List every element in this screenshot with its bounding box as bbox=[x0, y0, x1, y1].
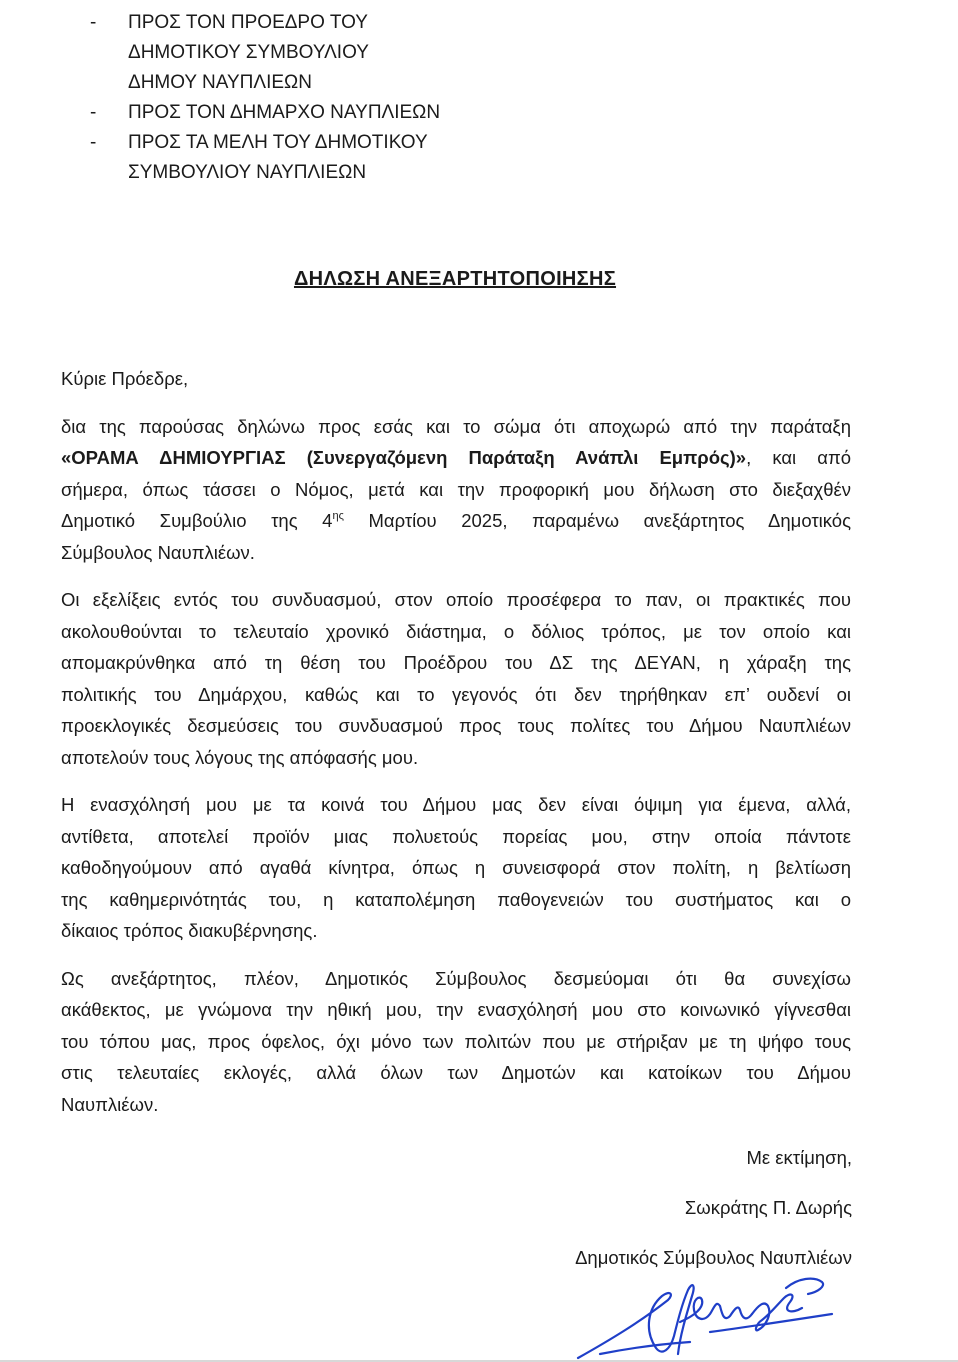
text-line: Ως ανεξάρτητος, πλέον, Δημοτικός Σύμβουλος δεσμεύομαι ότι θα συνεχίσω bbox=[61, 967, 851, 989]
text-fragment: Μαρτίου 2025, παραμένω ανεξάρτητος Δημοτικός bbox=[343, 510, 851, 531]
recipient-item bbox=[90, 8, 440, 98]
text-line: προεκλογικές δεσμεύσεις του συνδυασμού προς τους πολίτες του Δήμου Ναυπλιέων bbox=[61, 715, 851, 736]
recipient-line: ΔΗΜΟΤΙΚΟΥ ΣΥΜΒΟΥΛΙΟΥ bbox=[128, 42, 369, 63]
paragraph-reasons bbox=[61, 584, 851, 773]
text-line: του τόπου μας, προς όφελος, όχι μόνο των πολιτών που με στήριξαν με τη ψήφο τους bbox=[61, 1030, 851, 1052]
text-line: αντίθετα, αποτελεί προϊόν μιας πολυετούς πορείας μου, στην οποία πάντοτε bbox=[61, 825, 851, 847]
text-line: ακολουθούνται το τελευταίο χρονικό διάστημα, ο δόλιος τρόπος, με τον οποίο και bbox=[61, 620, 851, 642]
text-fragment: , και από bbox=[746, 447, 852, 468]
signatory-name: Σωκράτης Π. Δωρής bbox=[684, 1197, 852, 1218]
text-line: Ναυπλιέων. bbox=[61, 1093, 159, 1115]
recipient-line: ΣΥΜΒΟΥΛΙΟΥ ΝΑΥΠΛΙΕΩΝ bbox=[128, 162, 367, 183]
ordinal-suffix: ης bbox=[332, 510, 344, 522]
text-line: δίκαιος τρόπος διακυβέρνησης. bbox=[61, 920, 318, 941]
text-line: καθοδηγούμουν από αγαθά κίνητρα, όπως η συνεισφορά στον πολίτη, η βελτίωση bbox=[61, 857, 851, 878]
recipient-line: ΠΡΟΣ ΤΑ ΜΕΛΗ ΤΟΥ ΔΗΜΟΤΙΚΟΥ bbox=[128, 132, 428, 153]
text-line: απομακρύνθηκα από τη θέση του Προέδρου του ΔΣ της ΔΕΥΑΝ, η χάραξη της bbox=[61, 652, 851, 673]
bullet-dash: - bbox=[90, 102, 97, 123]
recipient-item bbox=[90, 98, 440, 128]
bullet-dash: - bbox=[90, 132, 97, 153]
closing-salutation: Με εκτίμηση, bbox=[746, 1147, 852, 1168]
text-line: σήμερα, όπως τάσσει ο Νόμος, μετά και την προφορική μου δήλωση στο διεξαχθέν bbox=[61, 478, 851, 500]
bullet-dash: - bbox=[90, 12, 97, 33]
text-line: Οι εξελίξεις εντός του συνδυασμού, στον οποίο προσέφερα το παν, οι πρακτικές που bbox=[61, 589, 851, 610]
handwritten-signature bbox=[570, 1270, 850, 1362]
text-line bbox=[61, 505, 851, 537]
text-line: αποτελούν τους λόγους της απόφασής μου. bbox=[61, 746, 419, 768]
recipients-list bbox=[90, 8, 440, 188]
text-line: πολιτικής του Δημάρχου, καθώς και το γεγονός ότι δεν τηρήθηκαν επ’ ουδενί οι bbox=[61, 683, 851, 705]
text-line: ακάθεκτος, με γνώμονα την ηθική μου, την ενασχόλησή μου στο κοινωνικό γίγνεσθαι bbox=[61, 999, 851, 1020]
text-line: Σύμβουλος Ναυπλιέων. bbox=[61, 541, 255, 563]
paragraph-declaration bbox=[61, 411, 851, 569]
letter-body bbox=[61, 363, 851, 1136]
paragraph-commitment bbox=[61, 963, 851, 1121]
recipient-line: ΠΡΟΣ ΤΟΝ ΠΡΟΕΔΡΟ ΤΟΥ bbox=[128, 12, 368, 33]
paragraph-background bbox=[61, 789, 851, 947]
text-fragment: Δημοτικό Συμβούλιο της 4 bbox=[61, 510, 333, 531]
recipient-item bbox=[90, 128, 440, 188]
text-line: στις τελευταίες εκλογές, αλλά όλων των Δημοτών και κατοίκων του Δήμου bbox=[61, 1062, 851, 1083]
text-line: δια της παρούσας δηλώνω προς εσάς και το σώμα ότι αποχωρώ από την παράταξη bbox=[61, 415, 851, 437]
recipient-line: ΔΗΜΟΥ ΝΑΥΠΛΙΕΩΝ bbox=[128, 72, 312, 93]
text-line: Η ενασχόλησή μου με τα κοινά του Δήμου μας δεν είναι όψιμη για έμενα, αλλά, bbox=[61, 794, 851, 815]
text-line: της καθημερινότητάς του, η καταπολέμηση παθογενειών του συστήματος και ο bbox=[61, 888, 851, 910]
document-title: ΔΗΛΩΣΗ ΑΝΕΞΑΡΤΗΤΟΠΟΙΗΣΗΣ bbox=[293, 268, 617, 290]
text-line bbox=[61, 442, 851, 474]
greeting: Κύριε Πρόεδρε, bbox=[61, 368, 189, 389]
party-name: «ΟΡΑΜΑ ΔΗΜΙΟΥΡΓΙΑΣ (Συνεργαζόμενη Παράταξη Ανάπλι Εμπρός)» bbox=[61, 447, 747, 468]
recipient-line: ΠΡΟΣ ΤΟΝ ΔΗΜΑΡΧΟ ΝΑΥΠΛΙΕΩΝ bbox=[128, 102, 441, 123]
signatory-role: Δημοτικός Σύμβουλος Ναυπλιέων bbox=[575, 1247, 852, 1268]
